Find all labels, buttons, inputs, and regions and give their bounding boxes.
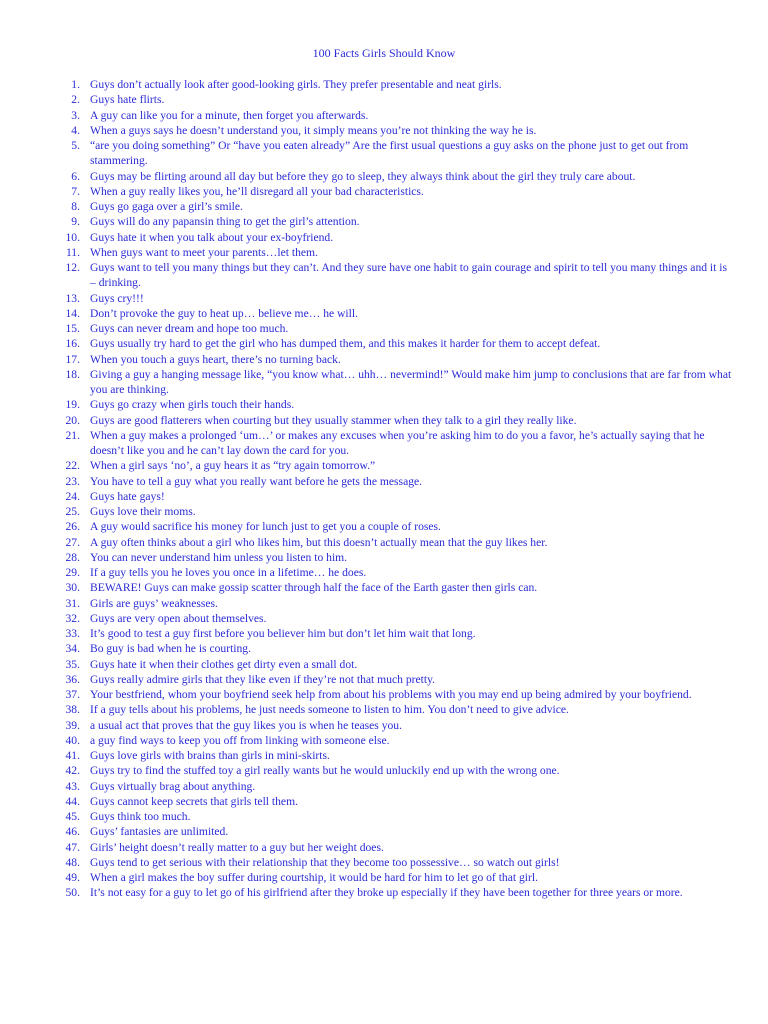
list-item [54,474,734,489]
list-item-text: a guy find ways to keep you off from linking with someone else. [90,733,390,747]
list-item-number: 50. [65,886,80,900]
list-item-number: 33. [65,627,80,640]
list-item-number: 15. [65,322,80,335]
list-item-number: 40. [65,733,80,747]
list-item-text: When a guy really likes you, he’ll disregard all your bad characteristics. [90,184,424,198]
list-item-number: 12. [65,261,80,274]
list-item [54,550,734,565]
list-item-text: Guys tend to get serious with their relationship that they become too possessive… so watch out girls! [90,855,560,869]
list-item-number: 13. [65,291,80,305]
list-item [54,565,734,580]
list-item-text: When a girl says ‘no’, a guy hears it as “try again tomorrow.” [90,459,376,473]
list-item-text: BEWARE! Guys can make gossip scatter through half the face of the Earth gaster then girls can. [90,581,538,595]
list-item-number: 46. [65,825,80,839]
list-item-number: 4. [71,123,80,137]
list-item [54,611,734,626]
list-item-number: 25. [65,505,80,518]
list-item-text: Guys really admire girls that they like even if they’re not that much pretty. [90,672,436,686]
list-item-number: 19. [65,398,80,412]
list-item [54,352,734,367]
list-item [54,809,734,824]
list-item-number: 8. [71,200,80,213]
list-item-number: 1. [71,78,80,91]
list-item-text: Guys will do any papansin thing to get the girl’s attention. [90,215,360,229]
list-item [54,458,734,473]
list-item [54,824,734,839]
list-item-text: When a guys says he doesn’t understand you, it simply means you’re not thinking the way he is. [90,123,537,137]
facts-list [54,77,734,901]
list-item [54,779,734,794]
list-item [54,748,734,763]
list-item-text: “are you doing something” Or “have you eaten already” Are the first usual questions a guy asks on the phone just to get out from stammering. [90,139,689,168]
list-item-number: 49. [65,871,80,884]
list-item-number: 47. [65,840,80,854]
list-item [54,687,734,702]
list-item-text: Guys can never dream and hope too much. [90,322,289,335]
list-item-text: You have to tell a guy what you really want before he gets the message. [90,474,423,488]
list-item [54,870,734,885]
list-item-text: When you touch a guys heart, there’s no turning back. [90,352,341,366]
list-item-text: Guys go crazy when girls touch their hands. [90,398,295,412]
list-item-number: 9. [71,215,80,229]
list-item [54,519,734,534]
list-item [54,733,734,748]
list-item [54,291,734,306]
list-item [54,428,734,459]
list-item-text: Guys’ fantasies are unlimited. [90,825,229,839]
list-item-text: When guys want to meet your parents…let them. [90,245,318,259]
list-item [54,336,734,351]
list-item [54,92,734,107]
list-item-number: 31. [65,596,80,610]
list-item [54,108,734,123]
list-item-number: 44. [65,794,80,808]
list-item [54,245,734,260]
list-item-number: 38. [65,703,80,717]
list-item-number: 48. [65,855,80,869]
list-item-number: 27. [65,535,80,549]
list-item-number: 45. [65,810,80,823]
list-item-number: 28. [65,550,80,564]
list-item-number: 26. [65,520,80,534]
list-item-text: a usual act that proves that the guy likes you is when he teases you. [90,718,402,732]
list-item-number: 35. [65,657,80,671]
list-item-text: Guys hate it when their clothes get dirty even a small dot. [90,657,358,671]
list-item [54,138,734,169]
list-item-text: Guys go gaga over a girl’s smile. [90,200,243,213]
list-item [54,306,734,321]
list-item-text: You can never understand him unless you listen to him. [90,550,348,564]
list-item-text: It’s not easy for a guy to let go of his girlfriend after they broke up especially if they have been together for three years or more. [90,886,683,900]
list-item [54,535,734,550]
list-item-text: Guys hate it when you talk about your ex-boyfriend. [90,230,334,244]
list-item-text: Don’t provoke the guy to heat up… believe me… he will. [90,306,358,320]
list-item-text: When a girl makes the boy suffer during courtship, it would be hard for him to let go of that girl. [90,871,538,884]
list-item-number: 30. [65,581,80,595]
list-item [54,885,734,900]
list-item-number: 6. [71,169,80,183]
list-item [54,657,734,672]
document-title: 100 Facts Girls Should Know [312,46,456,60]
list-item [54,413,734,428]
list-item-text: Girls’ height doesn’t really matter to a guy but her weight does. [90,840,384,854]
list-item [54,77,734,92]
list-item-text: Guys love girls with brains than girls in mini-skirts. [90,749,330,762]
list-item-number: 20. [65,413,80,427]
list-item-number: 18. [65,367,80,381]
list-item-number: 21. [65,428,80,442]
list-item-text: Guys may be flirting around all day but before they go to sleep, they always think about the girl they truly care about. [90,169,636,183]
list-item-number: 17. [65,352,80,366]
list-item [54,123,734,138]
list-item-number: 5. [71,139,80,152]
list-item [54,169,734,184]
list-item-text: If a guy tells you he loves you once in a lifetime… he does. [90,566,367,579]
list-item-number: 7. [71,184,80,198]
list-item [54,184,734,199]
list-item-text: Guys are very open about themselves. [90,611,267,625]
list-item [54,504,734,519]
list-item-text: A guy would sacrifice his money for lunch just to get you a couple of roses. [90,520,441,534]
list-item-number: 37. [65,688,80,701]
list-item [54,840,734,855]
list-item [54,199,734,214]
list-item [54,626,734,641]
list-item [54,397,734,412]
list-item [54,367,734,398]
list-item [54,321,734,336]
list-item-text: Guys cannot keep secrets that girls tell them. [90,794,298,808]
list-item-number: 43. [65,779,80,793]
list-item [54,855,734,870]
list-item-number: 14. [65,306,80,320]
list-item-number: 22. [65,459,80,473]
list-item-number: 29. [65,566,80,579]
list-item [54,580,734,595]
list-item-text: It’s good to test a guy first before you believer him but don’t let him wait that long. [90,627,476,640]
list-item-number: 2. [71,93,80,107]
list-item-number: 10. [65,230,80,244]
list-item-number: 11. [65,245,80,259]
list-item [54,260,734,291]
list-item-text: Guys don’t actually look after good-looking girls. They prefer presentable and neat girls. [90,78,502,91]
list-item-text: A guy often thinks about a girl who likes him, but this doesn’t actually mean that the guy likes her. [90,535,548,549]
list-item-number: 39. [65,718,80,732]
list-item-text: Your bestfriend, whom your boyfriend seek help from about his problems with you may end up being admired by your boyfriend. [90,688,692,701]
list-item-number: 42. [65,764,80,778]
list-item-number: 41. [65,749,80,762]
list-item-number: 24. [65,489,80,503]
list-item-text: Guys cry!!! [90,291,144,305]
list-item [54,489,734,504]
list-item-number: 36. [65,672,80,686]
list-item [54,672,734,687]
list-item-text: Guys love their moms. [90,505,196,518]
list-item-text: If a guy tells about his problems, he just needs someone to listen to him. You don’t need to give advice. [90,703,569,717]
list-item-text: Bo guy is bad when he is courting. [90,642,252,656]
list-item-text: Guys think too much. [90,810,191,823]
list-item-text: Guys virtually brag about anything. [90,779,256,793]
list-item-text: Guys hate gays! [90,489,165,503]
list-item [54,794,734,809]
list-item-number: 34. [65,642,80,656]
list-item-text: Guys try to find the stuffed toy a girl really wants but he would unluckily end up with the wrong one. [90,764,560,778]
list-item-number: 23. [65,474,80,488]
list-item [54,718,734,733]
list-item-number: 3. [71,108,80,122]
list-item-text: Guys are good flatterers when courting but they usually stammer when they talk to a girl they really like. [90,413,577,427]
list-item [54,763,734,778]
list-item-number: 32. [65,611,80,625]
list-item-text: Guys want to tell you many things but they can’t. And they sure have one habit to gain courage and spirit to tell you many things and it is – drinking. [90,261,728,290]
list-item-text: Guys usually try hard to get the girl who has dumped them, and this makes it harder for them to accept defeat. [90,337,601,351]
list-item [54,230,734,245]
list-item-number: 16. [65,337,80,351]
list-item-text: Guys hate flirts. [90,93,165,107]
list-item [54,596,734,611]
list-item [54,641,734,656]
list-item-text: A guy can like you for a minute, then forget you afterwards. [90,108,369,122]
list-item-text: Girls are guys’ weaknesses. [90,596,218,610]
list-item-text: When a guy makes a prolonged ‘um…’ or makes any excuses when you’re asking him to do you a favor, he’s actually saying that he doesn’t like you and he can’t lay down the card for you. [90,428,705,457]
list-item [54,214,734,229]
list-item [54,702,734,717]
list-item-text: Giving a guy a hanging message like, “you know what… uhh… nevermind!” Would make him jump to conclusions that are far from what you are thinking. [90,367,732,396]
